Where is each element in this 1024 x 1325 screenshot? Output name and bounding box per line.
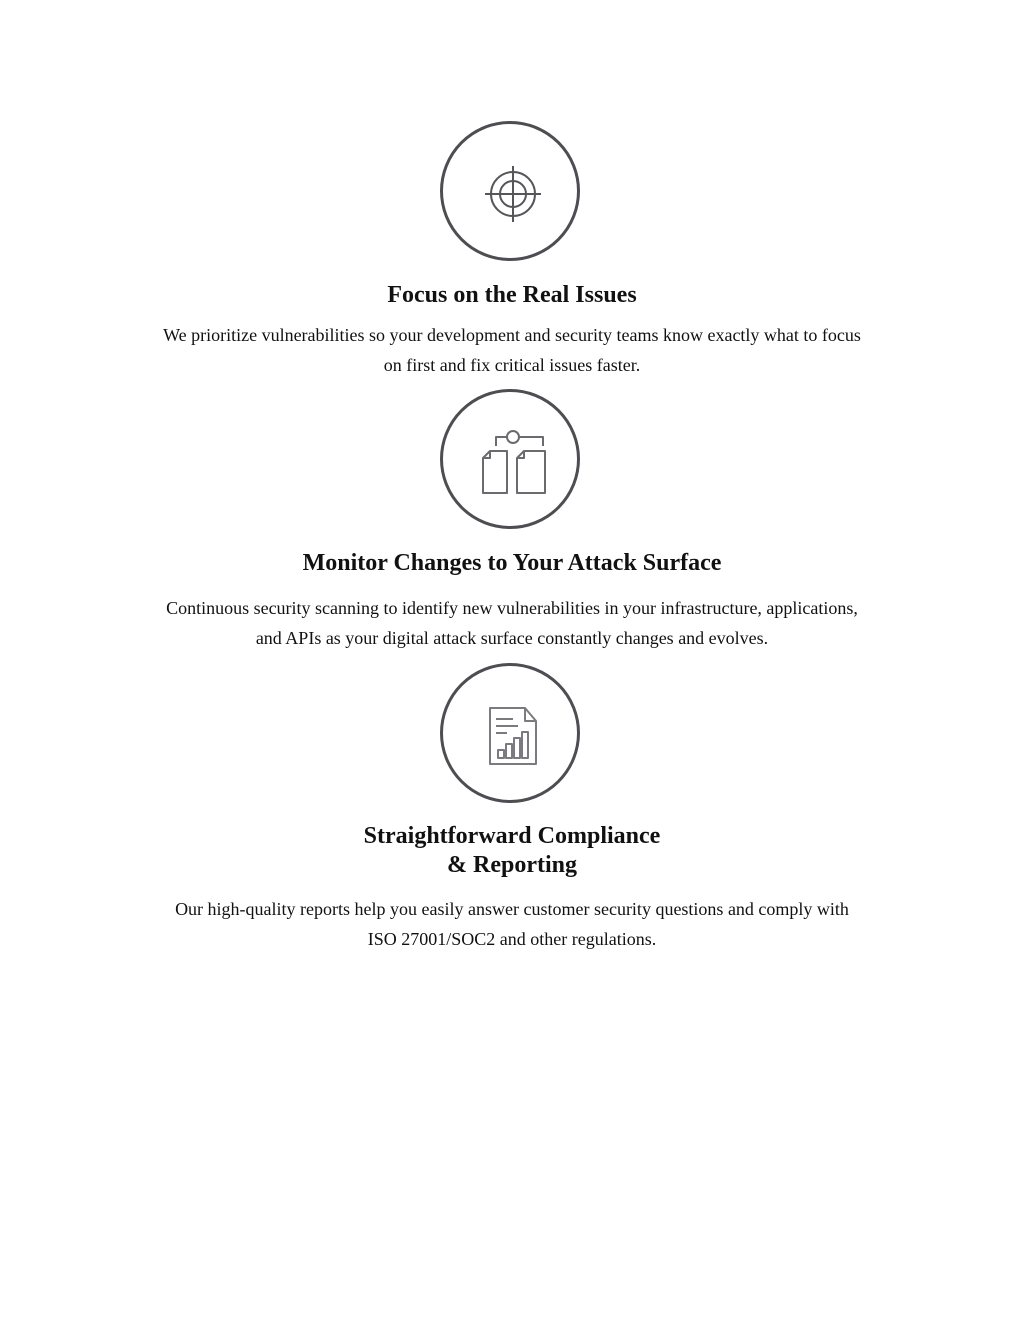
feature-1-title: Focus on the Real Issues	[387, 282, 637, 308]
feature-1-description-line-1: We prioritize vulnerabilities so your development and security teams know exactly what to focus	[163, 325, 861, 345]
feature-3-description-line-2: ISO 27001/SOC2 and other regulations.	[367, 929, 657, 949]
feature-1-description-line-2: on first and fix critical issues faster.	[383, 355, 641, 375]
feature-3-icon-circle	[440, 663, 580, 803]
feature-2-icon-circle	[440, 389, 580, 529]
feature-3-description-line-1: Our high-quality reports help you easily answer customer security questions and comply with	[175, 899, 849, 919]
feature-2-description	[112, 593, 912, 653]
feature-3-title-line-2: & Reporting	[447, 852, 577, 878]
feature-3-description	[112, 894, 912, 954]
report-chart-icon	[443, 666, 577, 800]
documents-monitor-icon	[443, 392, 577, 526]
feature-3-title-line-1: Straightforward Compliance	[363, 823, 661, 849]
feature-2-title: Monitor Changes to Your Attack Surface	[302, 550, 722, 576]
feature-1-description	[112, 320, 912, 380]
feature-1-icon-circle	[440, 121, 580, 261]
feature-2-description-line-1: Continuous security scanning to identify new vulnerabilities in your infrastructure, applications,	[166, 598, 858, 618]
feature-3-title	[0, 822, 1024, 880]
feature-2-description-line-2: and APIs as your digital attack surface constantly changes and evolves.	[255, 628, 769, 648]
target-icon	[443, 124, 577, 258]
